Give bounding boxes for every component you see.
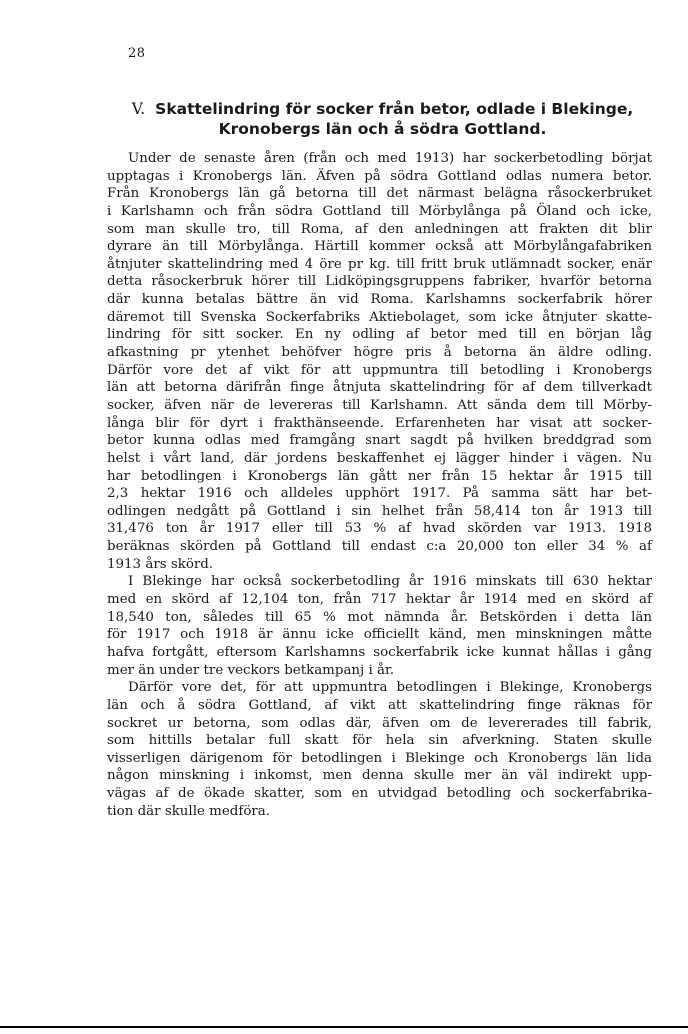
- scan-edge-line: [0, 1026, 688, 1028]
- text-line: 2,3 hektar 1916 och alldeles upphört 1917. På samma sätt har bet-: [107, 486, 652, 502]
- text-line: beräknas skörden på Gottland till endast c:a 20,000 ton eller 34 % af: [107, 539, 652, 555]
- text-line: betor kunna odlas med framgång snart sagdt på hvilken breddgrad som: [107, 433, 652, 449]
- text-line: tion där skulle medföra.: [107, 803, 271, 819]
- text-line: I Blekinge har också sockerbetodling år 1916 minskats till 630 hektar: [128, 574, 652, 590]
- text-line: 31,476 ton år 1917 eller till 53 % af hvad skörden var 1913. 1918: [107, 521, 652, 537]
- text-line: mer än under tre veckors betkampanj i år.: [107, 662, 395, 678]
- text-line: sockret ur betorna, som odlas där, äfven om de levererades till fabrik,: [107, 715, 652, 731]
- text-line: som man skulle tro, till Roma, af den anledningen att frakten dit blir: [107, 221, 652, 237]
- text-line: län att betorna därifrån finge åtnjuta skattelindring för af dem tillverkadt: [107, 380, 652, 396]
- text-line: detta råsockerbruk hörer till Lidköpingsgruppens fabriker, hvarför betorna: [107, 274, 652, 290]
- text-line: som hittills betalar full skatt för hela sin afverkning. Staten skulle: [107, 733, 652, 749]
- text-line: dyrare än till Mörbylånga. Härtill kommer också att Mörbylångafabriken: [107, 239, 652, 255]
- text-line: hafva fortgått, eftersom Karlshamns sockerfabrik icke kunnat hållas i gång: [107, 644, 652, 660]
- text-line: har betodlingen i Kronobergs län gått ner från 15 hektar år 1915 till: [107, 468, 652, 484]
- text-line: med en skörd af 12,104 ton, från 717 hektar år 1914 med en skörd af: [107, 592, 652, 608]
- text-line: långa blir för dyrt i frakthänseende. Erfarenheten har visat att socker-: [107, 415, 652, 431]
- page-number: 28: [128, 46, 146, 61]
- text-line: däremot till Svenska Sockerfabriks Aktiebolaget, som icke åtnjuter skatte-: [107, 309, 652, 325]
- text-line: någon minskning i inkomst, men denna skulle mer än väl indirekt upp-: [107, 768, 652, 784]
- text-line: odlingen nedgått på Gottland i sin helhet från 58,414 ton år 1913 till: [107, 503, 652, 519]
- text-line: 18,540 ton, således till 65 % mot nämnda år. Betskörden i detta län: [107, 609, 652, 625]
- section-heading: [110, 99, 655, 139]
- heading-line-1: [110, 99, 655, 119]
- text-line: i Karlshamn och från södra Gottland till Mörbylånga på Öland och icke,: [107, 203, 652, 219]
- text-line: upptagas i Kronobergs län. Äfven på södra Gottland odlas numera betor.: [107, 168, 652, 184]
- text-line: helst i vårt land, där jordens beskaffenhet ej lägger hinder i vägen. Nu: [107, 450, 652, 466]
- body-text: [107, 150, 652, 820]
- text-line: där kunna betalas bättre än vid Roma. Karlshamns sockerfabrik hörer: [107, 292, 652, 308]
- text-line: afkastning pr ytenhet behöfver högre pris å betorna än äldre odling.: [107, 345, 652, 361]
- heading-line-2: Kronobergs län och å södra Gottland.: [218, 120, 547, 138]
- section-numeral: V.: [131, 100, 146, 118]
- text-line: län och å södra Gottland, af vikt att skattelindring finge räknas för: [107, 697, 652, 713]
- text-line: för 1917 och 1918 är ännu icke officiellt känd, men minskningen måtte: [107, 627, 652, 643]
- text-line: Under de senaste åren (från och med 1913) har sockerbetodling börjat: [128, 151, 652, 166]
- text-line: lindring för sitt socker. En ny odling af betor med till en början låg: [107, 327, 652, 343]
- text-line: Från Kronobergs län gå betorna till det närmast belägna råsockerbruket: [107, 186, 652, 202]
- text-line: visserligen därigenom för betodlingen i Blekinge och Kronobergs län lida: [107, 750, 652, 766]
- text-line: Därför vore det, för att uppmuntra betodlingen i Blekinge, Kronobergs: [128, 680, 652, 696]
- text-line: åtnjuter skattelindring med 4 öre pr kg. till fritt bruk utlämnadt socker, enär: [107, 256, 652, 272]
- text-line: 1913 års skörd.: [107, 556, 214, 572]
- text-line: socker, äfven när de levereras till Karlshamn. Att sända dem till Mörby-: [107, 397, 652, 413]
- text-line: vägas af de ökade skatter, som en utvidgad betodling och sockerfabrika-: [107, 786, 652, 802]
- heading-title-part-1: Skattelindring för socker från betor, odlade i Blekinge,: [155, 100, 634, 118]
- text-line: Därför vore det af vikt för att uppmuntra till betodling i Kronobergs: [107, 362, 652, 378]
